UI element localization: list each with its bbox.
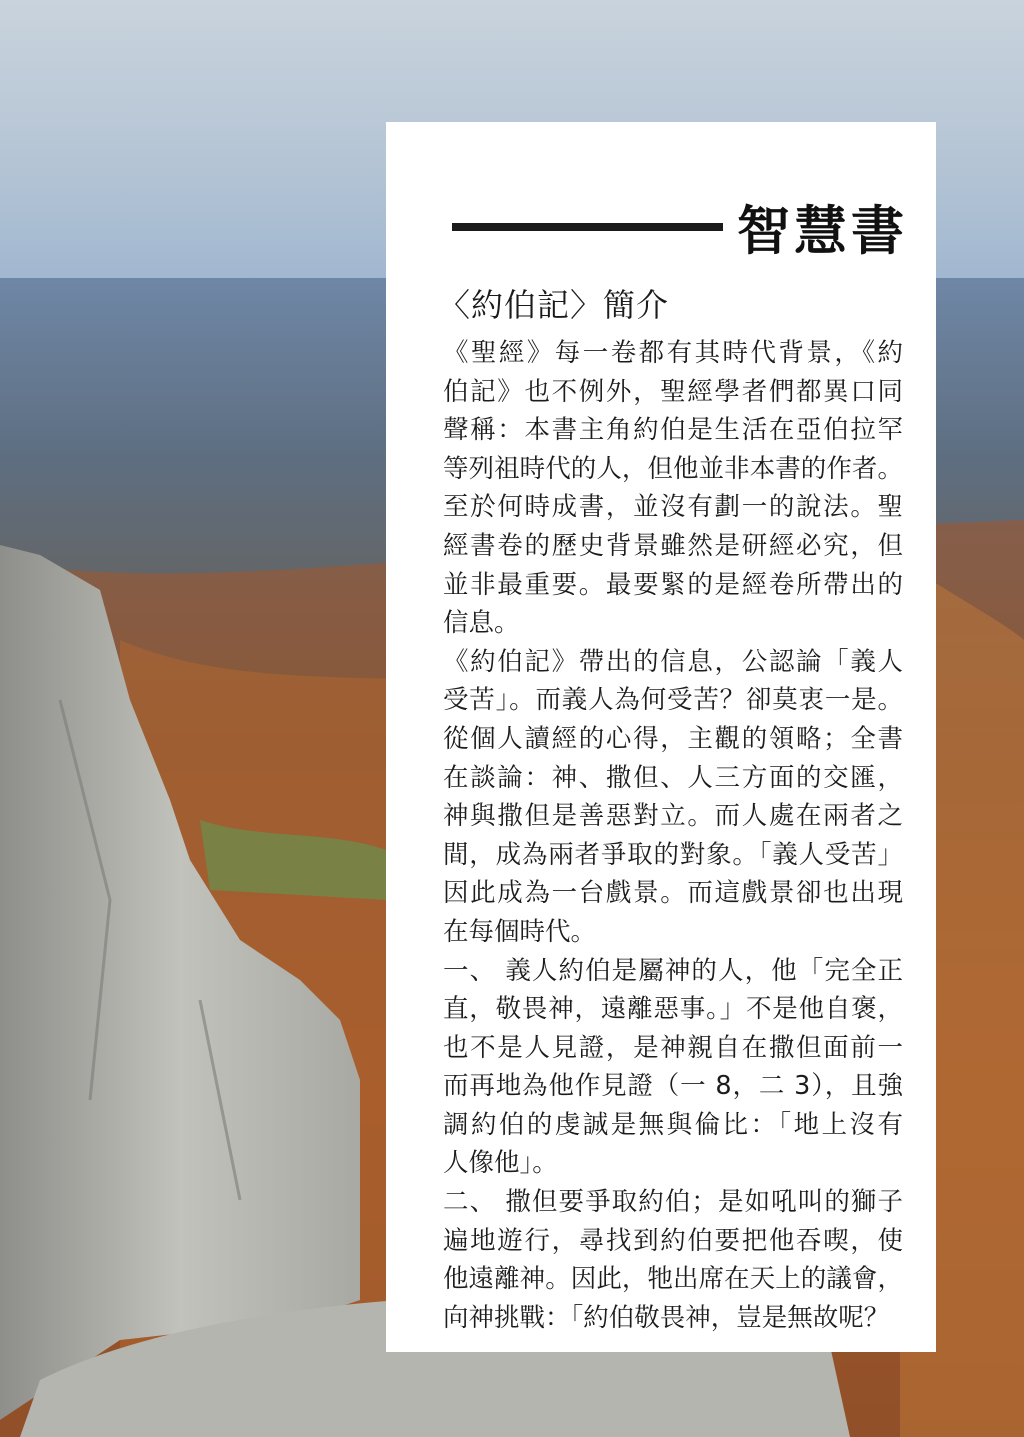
body-line: 調約伯的虔誠是無與倫比：「地上沒有 bbox=[443, 1109, 903, 1140]
body-line: 二、 撒但要爭取約伯；是如吼叫的獅子 bbox=[443, 1187, 903, 1218]
body-line: 一、 義人約伯是屬神的人，他「完全正 bbox=[443, 955, 903, 986]
article-title: 〈約伯記〉簡介 bbox=[438, 286, 670, 324]
body-line: 他遠離神。因此，牠出席在天上的議會， bbox=[443, 1264, 903, 1295]
article-body bbox=[443, 334, 903, 1337]
body-line: 因此成為一台戲景。而這戲景卻也出現 bbox=[443, 878, 903, 909]
body-line: 從個人讀經的心得，主觀的領略；全書 bbox=[443, 723, 903, 754]
body-line: 《約伯記》帶出的信息，公認論「義人 bbox=[443, 646, 903, 677]
body-line: 受苦」。而義人為何受苦？卻莫衷一是。 bbox=[443, 685, 903, 716]
header-rule bbox=[452, 223, 723, 231]
body-line: 在每個時代。 bbox=[443, 916, 597, 947]
body-line: 直，敬畏神，遠離惡事。」不是他自褒， bbox=[443, 994, 903, 1025]
body-line: 經書卷的歷史背景雖然是研經必究，但 bbox=[443, 530, 903, 561]
body-line: 在談論：神、撒但、人三方面的交匯， bbox=[443, 762, 903, 793]
section-header bbox=[452, 192, 908, 262]
body-line: 信息。 bbox=[443, 608, 520, 639]
body-line: 《聖經》每一卷都有其時代背景，《約 bbox=[443, 338, 903, 368]
article-panel bbox=[386, 122, 936, 1352]
body-line: 聲稱：本書主角約伯是生活在亞伯拉罕 bbox=[443, 415, 903, 446]
body-line: 等列祖時代的人，但他並非本書的作者。 bbox=[443, 453, 903, 484]
body-line: 間，成為兩者爭取的對象。「義人受苦」 bbox=[443, 839, 903, 870]
body-line: 伯記》也不例外，聖經學者們都異口同 bbox=[443, 376, 903, 407]
body-line: 遍地遊行，尋找到約伯要把他吞喫，使 bbox=[443, 1225, 903, 1256]
body-line: 而再地為他作見證（一 8，二 3），且強 bbox=[443, 1071, 903, 1102]
body-line: 也不是人見證，是神親自在撒但面前一 bbox=[443, 1032, 903, 1063]
section-title: 智慧書 bbox=[737, 200, 908, 262]
body-line: 並非最重要。最要緊的是經卷所帶出的 bbox=[443, 569, 903, 600]
body-line: 向神挑戰：「約伯敬畏神，豈是無故呢？ bbox=[443, 1302, 890, 1333]
body-line: 人像他」。 bbox=[443, 1148, 558, 1179]
body-line: 神與撒但是善惡對立。而人處在兩者之 bbox=[443, 801, 903, 832]
body-line: 至於何時成書，並沒有劃一的說法。聖 bbox=[443, 492, 903, 523]
